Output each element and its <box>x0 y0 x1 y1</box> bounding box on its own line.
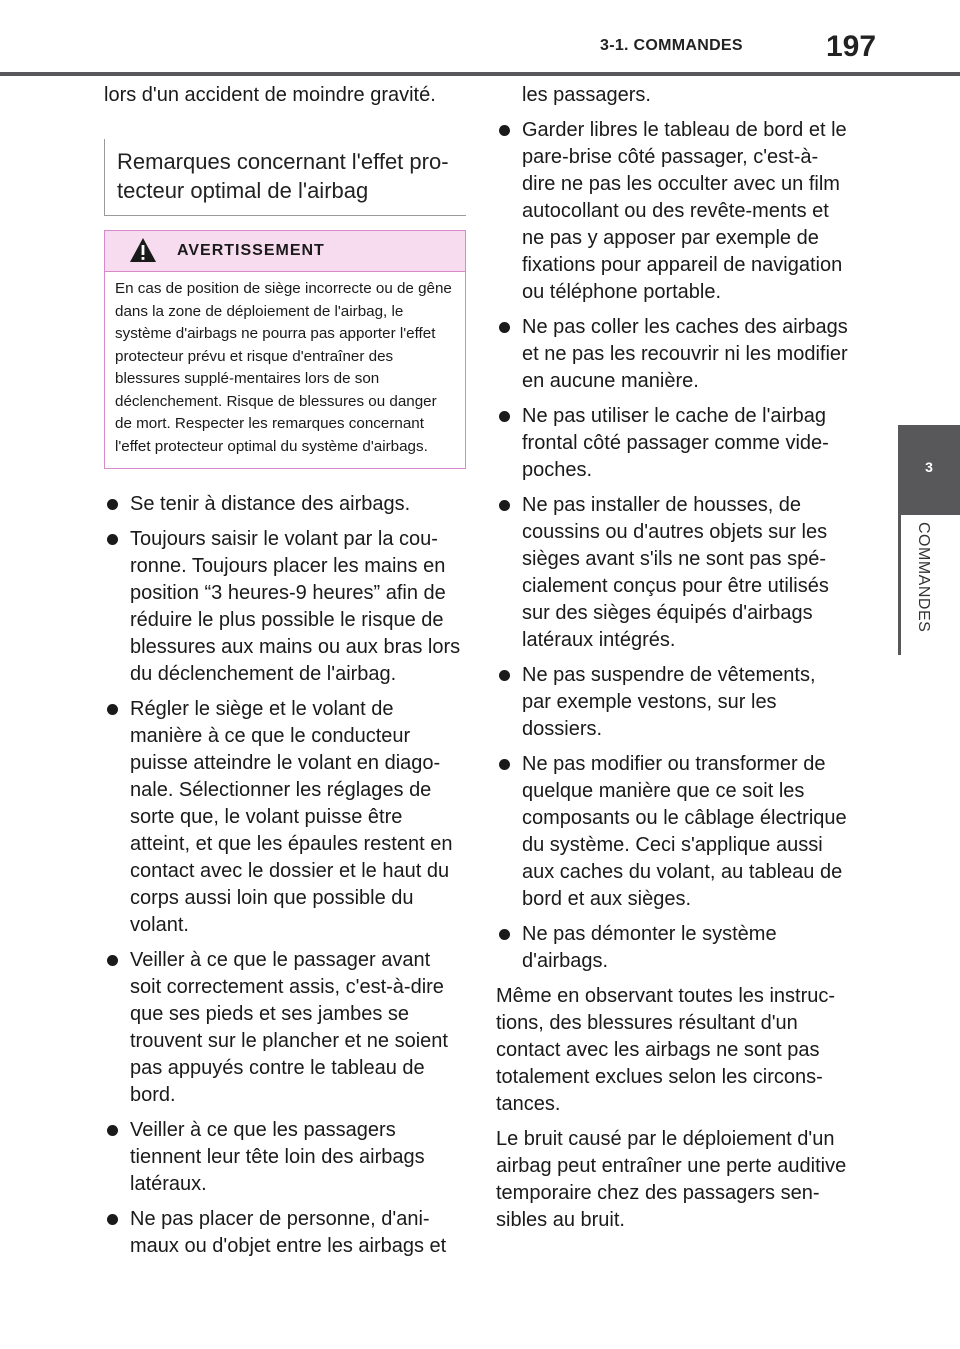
list-item: Ne pas modifier ou transformer de quelque manière que ce soit les composants ou le câblage électrique du système. Ceci s'applique aussi aux caches du volant, au tableau de bord et aux sièges. <box>496 751 848 913</box>
list-item: Régler le siège et le volant de manière à ce que le conducteur puisse atteindre le volant en diago-nale. Sélectionner les réglages de sorte que, le volant puisse être atteint, et que les épaules restent en contact avec le dossier et le haut du corps aussi loin que possible du volant. <box>104 696 466 939</box>
chapter-tab-line <box>898 515 901 655</box>
list-item: Ne pas coller les caches des airbags et ne pas les recouvrir ni les modifier en aucune manière. <box>496 314 848 395</box>
list-item: Ne pas utiliser le cache de l'airbag frontal côté passager comme vide-poches. <box>496 403 848 484</box>
intro-paragraph: lors d'un accident de moindre gravité. <box>104 84 436 106</box>
section-title: 3-1. COMMANDES <box>600 37 743 54</box>
list-item: Toujours saisir le volant par la cou-ronne. Toujours placer les mains en position “3 heures-9 heures” afin de réduire le plus possible le risque de blessures aux mains ou aux bras lors du déclenchement de l'airbag. <box>104 526 466 688</box>
left-bullet-list <box>104 491 466 1260</box>
warning-header <box>105 231 465 272</box>
right-bullet-list <box>496 117 848 975</box>
left-column <box>104 82 466 1268</box>
chapter-number: 3 <box>925 459 933 475</box>
warning-text: En cas de position de siège incorrecte ou de gêne dans la zone de déploiement de l'airbag, le système d'airbags ne pourra pas apporter l'effet protecteur prévu et risque d'entraîner des blessures supplé-mentaires lors de son déclenchement. Risque de blessures ou danger de mort. Respecter les remarques concernant l'effet protecteur optimal du système d'airbags. <box>115 280 452 455</box>
list-item: Ne pas suspendre de vêtements, par exemple vestons, sur les dossiers. <box>496 662 848 743</box>
continued-text: les passagers. <box>522 84 651 106</box>
list-item: Ne pas placer de personne, d'ani-maux ou d'objet entre les airbags et <box>104 1206 466 1260</box>
chapter-tab <box>898 425 960 515</box>
right-column <box>496 82 848 1242</box>
warning-title: AVERTISSEMENT <box>177 242 325 259</box>
chapter-label: COMMANDES <box>915 522 932 633</box>
list-item: Ne pas démonter le système d'airbags. <box>496 921 848 975</box>
list-item: Veiller à ce que les passagers tiennent leur tête loin des airbags latéraux. <box>104 1117 466 1198</box>
body-paragraph: Même en observant toutes les instruc-tions, des blessures résultant d'un contact avec les airbags ne sont pas totalement exclues selon les circons-tances. <box>496 985 836 1115</box>
list-item: Garder libres le tableau de bord et le pare-brise côté passager, c'est-à-dire ne pas les occulter avec un film autocollant ou des revête-ments et ne pas y apposer par exemple de fixations pour appareil de navigation ou téléphone portable. <box>496 117 848 306</box>
page-number: 197 <box>826 30 877 63</box>
list-item: Veiller à ce que le passager avant soit correctement assis, c'est-à-dire que ses pieds et ses jambes se trouvent sur le plancher et ne soient pas appuyés contre le tableau de bord. <box>104 947 466 1109</box>
header-rule <box>0 72 960 76</box>
warning-triangle-icon <box>129 237 157 263</box>
subheading: Remarques concernant l'effet pro-tecteur optimal de l'airbag <box>104 139 466 216</box>
list-item: Ne pas installer de housses, de coussins ou d'autres objets sur les sièges avant s'ils ne sont pas spé-cialement conçus pour être utilisés sur des sièges équipés d'airbags latéraux intégrés. <box>496 492 848 654</box>
warning-box <box>104 230 466 469</box>
body-paragraph: Le bruit causé par le déploiement d'un airbag peut entraîner une perte auditive temporaire chez des passagers sen-sibles au bruit. <box>496 1128 847 1231</box>
list-item: Se tenir à distance des airbags. <box>104 491 466 518</box>
